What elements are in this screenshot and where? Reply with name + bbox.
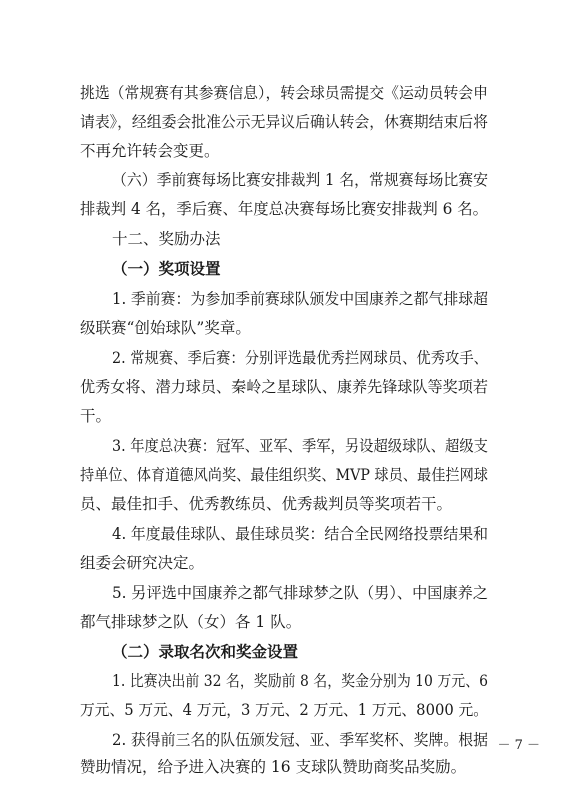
line-text: 2. 常规赛、季后赛：分别评选最优秀拦网球员、优秀攻手、	[112, 349, 488, 367]
line-text: 优秀女将、潜力球员、秦岭之星球队、康养先锋球队等奖项若	[80, 378, 489, 396]
line-text: 1. 比赛决出前 32 名，奖励前 8 名，奖金分别为 10 万元、6	[112, 672, 488, 690]
subsection-heading-text: （一）奖项设置	[112, 260, 221, 278]
line-text: 不再允许转会变更。	[80, 142, 220, 160]
paragraph-line	[0, 372, 566, 402]
line-text: 持单位、体育道德风尚奖、最佳组织奖、MVP 球员、最佳拦网球	[80, 466, 489, 484]
paragraph-line	[0, 548, 566, 578]
line-text: 级联赛“创始球队”奖章。	[80, 319, 251, 337]
paragraph-line	[0, 695, 566, 725]
line-text: 3. 年度总决赛：冠军、亚军、季军，另设超级球队、超级支	[112, 437, 488, 455]
paragraph-line	[0, 313, 566, 343]
line-text: 4. 年度最佳球队、最佳球员奖：结合全民网络投票结果和	[112, 525, 489, 543]
line-text: 排裁判 4 名，季后赛、年度总决赛每场比赛安排裁判 6 名。	[80, 200, 488, 218]
paragraph-line	[0, 578, 566, 608]
line-text: 2. 获得前三名的队伍颁发冠、亚、季军奖杯、奖牌。根据	[112, 731, 489, 749]
paragraph-line	[0, 107, 566, 137]
line-text: （六）季前赛每场比赛安排裁判 1 名，常规赛每场比赛安	[112, 171, 489, 189]
paragraph-line	[0, 666, 566, 696]
section-heading-text: 十二、奖励办法	[112, 230, 221, 248]
line-text: 万元、5 万元、4 万元，3 万元、2 万元、1 万元、8000 元。	[80, 701, 488, 719]
paragraph-line	[0, 460, 566, 490]
line-text: 请表》，经组委会批准公示无异议后确认转会，休赛期结束后将	[80, 113, 488, 131]
line-text: 组委会研究决定。	[80, 554, 205, 572]
subsection-heading	[0, 637, 566, 667]
line-text: 干。	[80, 407, 112, 425]
paragraph-line	[0, 136, 566, 166]
paragraph-line	[0, 78, 566, 108]
paragraph-line	[0, 165, 566, 195]
line-text: 挑选（常规赛有其参赛信息），转会球员需提交《运动员转会申	[80, 84, 488, 102]
subsection-heading	[0, 254, 566, 284]
paragraph-line	[0, 401, 566, 431]
paragraph-line	[0, 284, 566, 314]
line-text: 1. 季前赛：为参加季前赛球队颁发中国康养之都气排球超	[112, 290, 489, 308]
line-text: 都气排球梦之队（女）各 1 队。	[80, 613, 302, 631]
paragraph-line	[0, 489, 566, 519]
paragraph-line	[0, 431, 566, 461]
line-text: 5. 另评选中国康养之都气排球梦之队（男）、中国康养之	[112, 584, 488, 602]
paragraph-line	[0, 607, 566, 637]
line-text: 员、最佳扣手、优秀教练员、优秀裁判员等奖项若干。	[80, 495, 453, 513]
page-number: － 7 －	[497, 738, 540, 753]
section-heading	[0, 224, 566, 254]
paragraph-line	[0, 519, 566, 549]
paragraph-line	[0, 343, 566, 373]
paragraph-line	[0, 194, 566, 224]
line-text: 赞助情况，给予进入决赛的 16 支球队赞助商奖品奖励。	[80, 758, 467, 776]
subsection-heading-text: （二）录取名次和奖金设置	[112, 643, 299, 661]
